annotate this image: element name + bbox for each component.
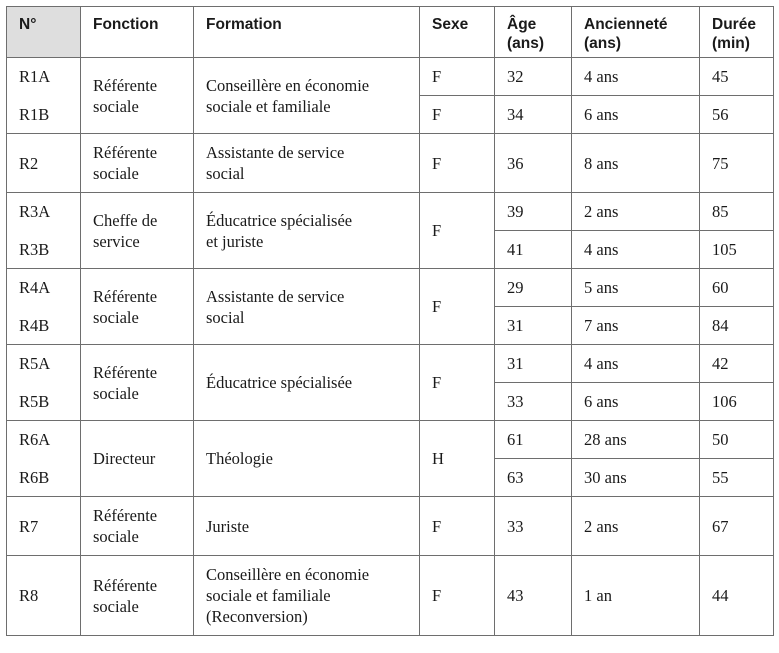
header-formation: Formation: [194, 7, 420, 58]
header-duree: [700, 7, 774, 58]
cell-age: 61: [495, 421, 572, 459]
cell-fonction: Directeur: [81, 421, 194, 497]
cell-sexe: H: [420, 421, 495, 497]
cell-duree: 84: [700, 307, 774, 345]
cell-sexe: F: [420, 58, 495, 96]
cell-id: [7, 269, 81, 345]
header-duree-line1: Durée: [712, 16, 756, 33]
fonction-line: sociale: [93, 527, 139, 546]
cell-duree: 44: [700, 556, 774, 636]
cell-id: [7, 421, 81, 497]
cell-duree: 60: [700, 269, 774, 307]
id-label: R4B: [19, 316, 50, 335]
cell-age: 29: [495, 269, 572, 307]
cell-formation: [194, 134, 420, 193]
header-row: [7, 7, 774, 58]
cell-fonction: [81, 497, 194, 556]
table-row: [7, 269, 774, 307]
table-row: [7, 193, 774, 231]
cell-sexe: F: [420, 96, 495, 134]
cell-id: R2: [7, 134, 81, 193]
cell-age: 43: [495, 556, 572, 636]
cell-formation: [194, 193, 420, 269]
formation-line: et juriste: [206, 231, 264, 251]
fonction-line: Référente: [93, 75, 158, 95]
table-wrapper: [6, 6, 774, 636]
fonction-line: Référente: [93, 286, 158, 306]
fonction-line: Référente: [93, 143, 158, 162]
formation-line: Conseillère en économie: [206, 565, 370, 584]
cell-formation: [194, 556, 420, 636]
cell-anciennete: 8 ans: [572, 134, 700, 193]
formation-line: social: [206, 164, 245, 183]
cell-anciennete: 5 ans: [572, 269, 700, 307]
cell-anciennete: 2 ans: [572, 193, 700, 231]
cell-anciennete: 30 ans: [572, 459, 700, 497]
cell-age: 63: [495, 459, 572, 497]
id-label: R4A: [19, 278, 51, 297]
cell-duree: 50: [700, 421, 774, 459]
fonction-line: sociale: [93, 96, 139, 116]
header-fonction: Fonction: [81, 7, 194, 58]
table-row: [7, 345, 774, 383]
cell-id: R8: [7, 556, 81, 636]
formation-line: social: [206, 307, 245, 327]
cell-sexe: F: [420, 497, 495, 556]
cell-age: 33: [495, 383, 572, 421]
cell-id: [7, 193, 81, 269]
formation-line: Conseillère en économie: [206, 75, 370, 95]
cell-duree: 45: [700, 58, 774, 96]
header-age-line2: (ans): [507, 35, 545, 52]
formation-line: Éducatrice spécialisée: [206, 210, 353, 230]
cell-anciennete: 4 ans: [572, 231, 700, 269]
cell-formation: [194, 58, 420, 134]
cell-id: R7: [7, 497, 81, 556]
cell-age: 41: [495, 231, 572, 269]
formation-line: Assistante de service: [206, 143, 345, 162]
table-row: [7, 421, 774, 459]
cell-anciennete: 4 ans: [572, 58, 700, 96]
fonction-line: sociale: [93, 596, 139, 616]
cell-formation: Théologie: [194, 421, 420, 497]
id-label: R1B: [19, 105, 50, 124]
cell-age: 36: [495, 134, 572, 193]
fonction-line: Référente: [93, 362, 158, 382]
cell-anciennete: 6 ans: [572, 383, 700, 421]
cell-age: 33: [495, 497, 572, 556]
cell-fonction: [81, 193, 194, 269]
fonction-line: Cheffe de: [93, 210, 158, 230]
table-row: [7, 134, 774, 193]
cell-anciennete: 6 ans: [572, 96, 700, 134]
cell-age: 31: [495, 307, 572, 345]
cell-fonction: [81, 269, 194, 345]
cell-age: 32: [495, 58, 572, 96]
cell-duree: 56: [700, 96, 774, 134]
header-anciennete-line1: Ancienneté: [584, 16, 668, 33]
header-num: N°: [7, 7, 81, 58]
cell-duree: 106: [700, 383, 774, 421]
id-label: R1A: [19, 67, 51, 86]
table-row: [7, 497, 774, 556]
cell-fonction: [81, 58, 194, 134]
id-label: R5A: [19, 354, 51, 373]
cell-id: [7, 58, 81, 134]
cell-age: 31: [495, 345, 572, 383]
formation-line: (Reconversion): [206, 607, 308, 626]
fonction-line: sociale: [93, 164, 139, 183]
cell-formation: Éducatrice spécialisée: [194, 345, 420, 421]
id-label: R6A: [19, 430, 51, 449]
cell-anciennete: 7 ans: [572, 307, 700, 345]
cell-sexe: F: [420, 269, 495, 345]
cell-sexe: F: [420, 556, 495, 636]
cell-sexe: F: [420, 134, 495, 193]
formation-line: Assistante de service: [206, 286, 345, 306]
fonction-line: sociale: [93, 307, 139, 327]
cell-anciennete: 1 an: [572, 556, 700, 636]
cell-anciennete: 2 ans: [572, 497, 700, 556]
cell-id: [7, 345, 81, 421]
header-sexe: Sexe: [420, 7, 495, 58]
cell-duree: 55: [700, 459, 774, 497]
header-anciennete-line2: (ans): [584, 35, 622, 52]
header-age: [495, 7, 572, 58]
fonction-line: Référente: [93, 506, 158, 525]
cell-duree: 67: [700, 497, 774, 556]
cell-sexe: F: [420, 193, 495, 269]
cell-age: 39: [495, 193, 572, 231]
cell-duree: 42: [700, 345, 774, 383]
fonction-line: sociale: [93, 383, 139, 403]
table-row: [7, 556, 774, 636]
cell-fonction: [81, 134, 194, 193]
cell-fonction: [81, 345, 194, 421]
participants-table: [6, 6, 774, 636]
cell-duree: 85: [700, 193, 774, 231]
cell-duree: 105: [700, 231, 774, 269]
cell-formation: [194, 269, 420, 345]
cell-fonction: [81, 556, 194, 636]
id-label: R3A: [19, 202, 51, 221]
fonction-line: service: [93, 231, 140, 251]
cell-sexe: F: [420, 345, 495, 421]
cell-anciennete: 4 ans: [572, 345, 700, 383]
id-label: R3B: [19, 240, 50, 259]
id-label: R5B: [19, 392, 50, 411]
formation-line: sociale et familiale: [206, 96, 331, 116]
header-anciennete: [572, 7, 700, 58]
header-duree-line2: (min): [712, 35, 750, 52]
cell-anciennete: 28 ans: [572, 421, 700, 459]
id-label: R6B: [19, 468, 50, 487]
table-row: [7, 58, 774, 96]
fonction-line: Référente: [93, 575, 158, 595]
cell-duree: 75: [700, 134, 774, 193]
cell-formation: Juriste: [194, 497, 420, 556]
formation-line: sociale et familiale: [206, 586, 331, 605]
cell-age: 34: [495, 96, 572, 134]
header-age-line1: Âge: [507, 16, 537, 33]
